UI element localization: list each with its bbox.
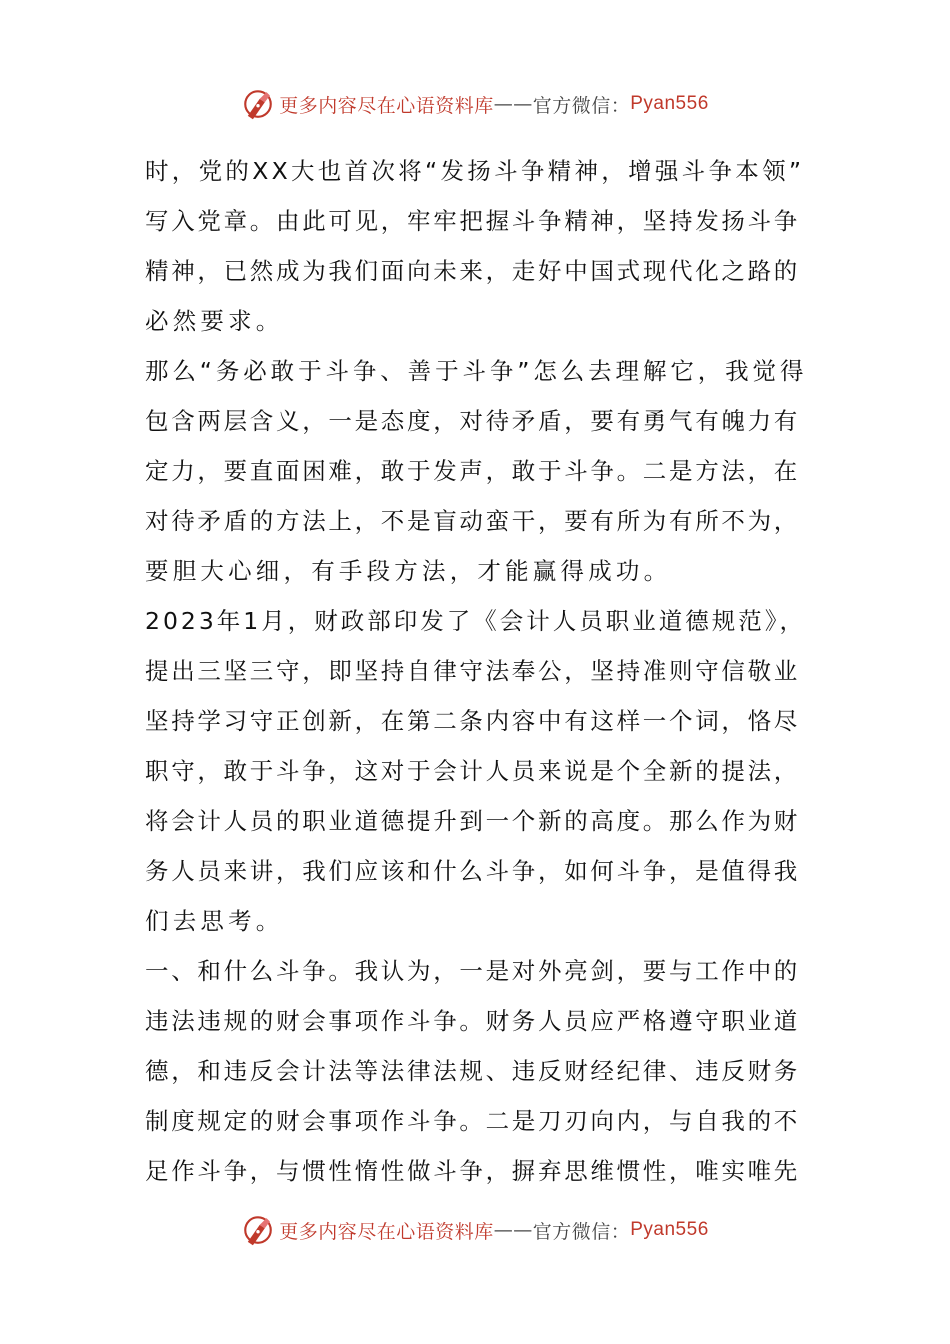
pen-nib-logo-icon xyxy=(241,1213,275,1247)
text-line: 时，党的XX大也首次将“发扬斗争精神，增强斗争本领” xyxy=(145,157,805,185)
text-line: 德，和违反会计法等法律法规、违反财经纪律、违反财务 xyxy=(145,1057,800,1085)
pen-nib-logo-icon xyxy=(241,87,275,121)
text-line: 精神，已然成为我们面向未来，走好中国式现代化之路的 xyxy=(145,257,800,285)
text-line: 要胆大心细，有手段方法，才能赢得成功。 xyxy=(145,557,672,585)
watermark-wechat-id: Pyan556 xyxy=(630,93,709,114)
text-line: 坚持学习守正创新，在第二条内容中有这样一个词，恪尽 xyxy=(145,707,800,735)
watermark-dash: —— xyxy=(493,1219,533,1241)
text-line: 们去思考。 xyxy=(145,907,284,935)
text-line: 提出三坚三守，即坚持自律守法奉公，坚持准则守信敬业 xyxy=(145,657,800,685)
text-line: 对待矛盾的方法上，不是盲动蛮干，要有所为有所不为， xyxy=(145,507,800,535)
text-line: 违法违规的财会事项作斗争。财务人员应严格遵守职业道 xyxy=(145,1007,800,1035)
text-line: 2023年1月，财政部印发了《会计人员职业道德规范》， xyxy=(145,607,807,635)
text-line: 足作斗争，与惯性惰性做斗争，摒弃思维惯性，唯实唯先 xyxy=(145,1157,800,1185)
text-line: 一、和什么斗争。我认为，一是对外亮剑，要与工作中的 xyxy=(145,957,800,985)
watermark-title: 更多内容尽在心语资料库 xyxy=(279,94,494,117)
watermark-suffix: 官方微信： xyxy=(532,94,631,117)
text-line: 定力，要直面困难，敢于发声，敢于斗争。二是方法，在 xyxy=(145,457,800,485)
text-line: 将会计人员的职业道德提升到一个新的高度。那么作为财 xyxy=(145,807,800,835)
text-line: 包含两层含义，一是态度，对待矛盾，要有勇气有魄力有 xyxy=(145,407,800,435)
footer-watermark xyxy=(0,1210,950,1250)
document-body xyxy=(145,146,807,1196)
text-line: 制度规定的财会事项作斗争。二是刀刃向内，与自我的不 xyxy=(145,1107,800,1135)
text-line: 写入党章。由此可见，牢牢把握斗争精神，坚持发扬斗争 xyxy=(145,207,800,235)
watermark-suffix: 官方微信： xyxy=(532,1220,631,1243)
text-line: 必然要求。 xyxy=(145,307,284,335)
watermark-wechat-id: Pyan556 xyxy=(630,1219,709,1240)
text-line: 那么“务必敢于斗争、善于斗争”怎么去理解它，我觉得 xyxy=(145,357,808,385)
text-line: 职守，敢于斗争，这对于会计人员来说是个全新的提法， xyxy=(145,757,800,785)
header-watermark xyxy=(0,84,950,124)
watermark-title: 更多内容尽在心语资料库 xyxy=(279,1220,494,1243)
text-line: 务人员来讲，我们应该和什么斗争，如何斗争，是值得我 xyxy=(145,857,800,885)
watermark-dash: —— xyxy=(493,93,533,115)
